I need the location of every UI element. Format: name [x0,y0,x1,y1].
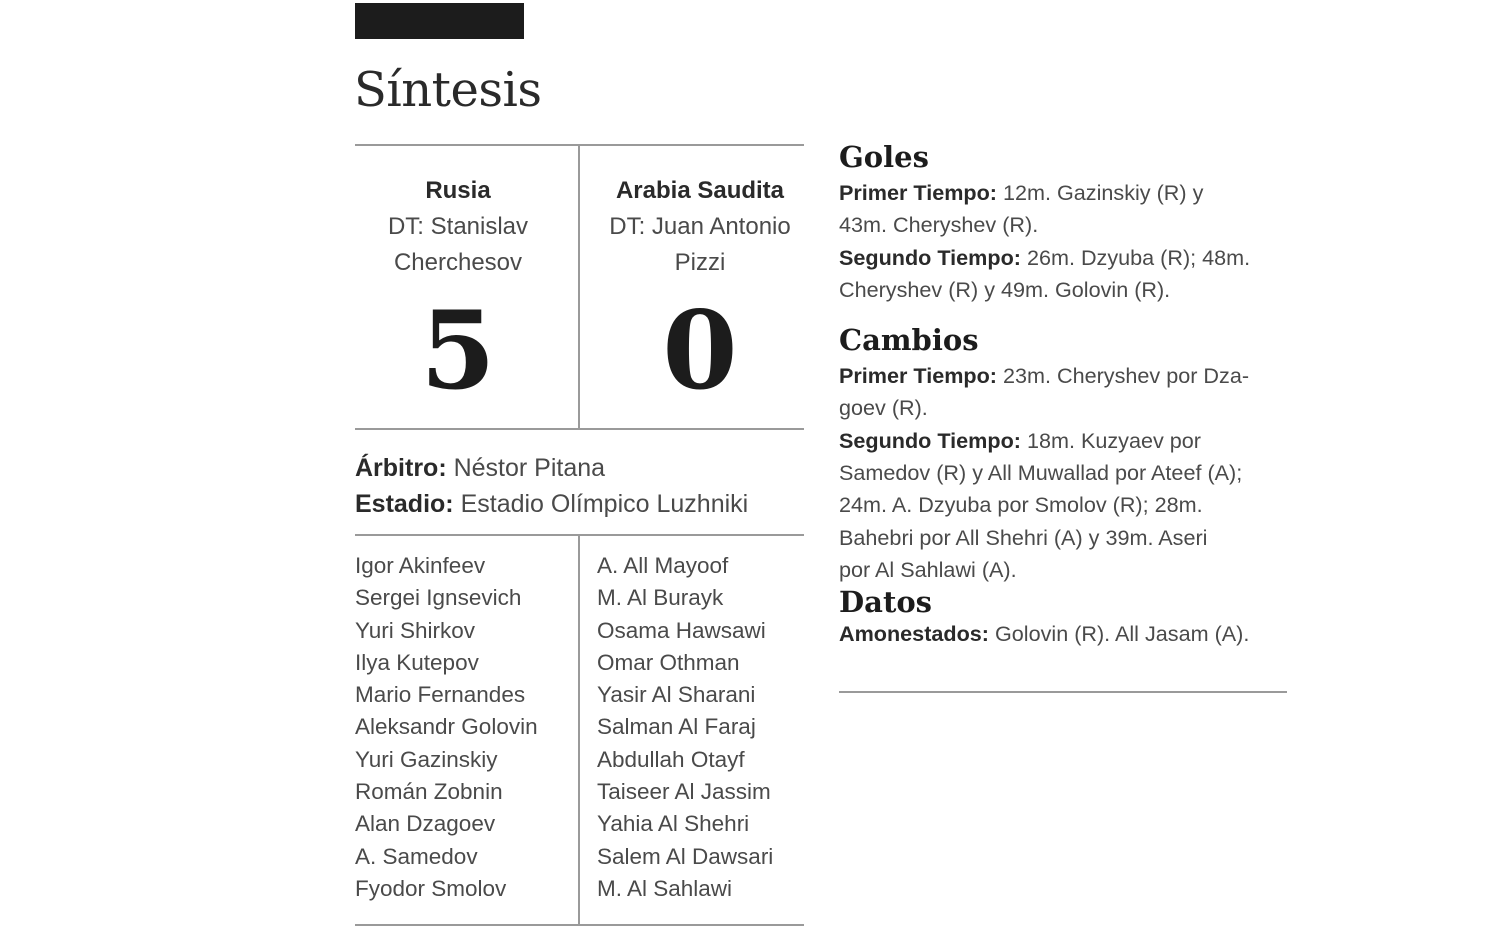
list-item: Román Zobnin [355,779,503,805]
list-item: Alan Dzagoev [355,811,496,837]
goles-second-text-2: Cheryshev (R) y 49m. Golovin (R). [839,276,1171,302]
goles-first-half [839,177,1299,242]
list-item: Mario Fernandes [355,682,526,708]
list-item: Salman Al Faraj [597,714,756,740]
home-score: 5 [420,288,496,414]
away-team [588,173,812,281]
divider-lineups [578,536,580,924]
stadium-label: Estadio: [355,490,454,518]
home-team-name: Rusia [425,177,491,204]
away-score: 0 [662,288,738,414]
cambios-first-half [839,360,1299,425]
match-details [839,137,1299,651]
home-team [346,173,570,281]
goles-second-label: Segundo Tiempo: [839,244,1021,270]
referee-value: Néstor Pitana [446,454,606,482]
list-item: Yahia Al Shehri [597,811,750,837]
away-lineup [597,550,773,905]
goles-second-half [839,242,1299,307]
list-item: Yuri Shirkov [355,617,476,643]
list-item: Salem Al Dawsari [597,843,774,869]
list-item: Taiseer Al Jassim [597,779,771,805]
goles-heading: Goles [839,140,929,174]
referee-label: Árbitro: [355,454,447,482]
datos-cautions [839,618,1299,650]
list-item: Ilya Kutepov [355,649,479,675]
away-coach-line2: Pizzi [674,249,726,276]
divider-teams [578,146,580,430]
list-item: A. Samedov [355,843,478,869]
goles-first-label: Primer Tiempo: [839,180,997,205]
home-coach-line2: Cherchesov [393,249,523,276]
page-title: Síntesis [354,62,542,118]
cambios-first-text: 23m. Cheryshev por Dza- [997,363,1250,389]
spacer [839,306,1299,320]
list-item: Igor Akinfeev [355,553,486,578]
list-item: Aleksandr Golovin [355,714,538,740]
cambios-second-text-2: Samedov (R) y All Muwallad por Ateef (A); [839,460,1243,486]
list-item: Sergei Ignsevich [355,585,522,611]
list-item: M. Al Burayk [597,585,724,611]
referee-line [355,450,605,486]
goles-first-text-2: 43m. Cheryshev (R). [839,212,1039,238]
list-item: A. All Mayoof [597,553,729,578]
divider-score-bottom [355,428,804,430]
cambios-second-text-5: por Al Sahlawi (A). [839,556,1017,582]
list-item: M. Al Sahlawi [597,875,733,901]
datos-heading: Datos [839,585,933,620]
section-header-bar [355,3,524,39]
away-coach-line1: DT: Juan Antonio [609,213,791,240]
home-coach-line1: DT: Stanislav [387,213,529,240]
list-item: Yasir Al Sharani [597,682,756,708]
home-lineup [355,550,538,905]
stadium-line [355,486,748,522]
cambios-first-text-2: goev (R). [839,395,928,421]
list-item: Fyodor Smolov [355,875,507,901]
datos-value: Golovin (R). All Jasam (A). [988,621,1250,647]
divider-details-bottom [839,691,1287,693]
away-team-name: Arabia Saudita [615,177,785,204]
cambios-heading: Cambios [839,323,979,358]
cambios-second-text-4: Bahebri por All Shehri (A) y 39m. Aseri [839,524,1208,550]
list-item: Yuri Gazinskiy [355,746,498,772]
cambios-second-half [839,425,1299,586]
datos-label: Amonestados: [839,621,989,647]
list-item: Abdullah Otayf [597,746,745,772]
stadium-value: Estadio Olímpico Luzhniki [453,490,749,518]
divider-lineups-bottom [355,924,804,926]
list-item: Omar Othman [597,649,740,675]
list-item: Osama Hawsawi [597,617,766,643]
goles-second-text: 26m. Dzyuba (R); 48m. [1020,244,1251,270]
cambios-first-label: Primer Tiempo: [839,363,997,389]
cambios-second-text-3: 24m. A. Dzyuba por Smolov (R); 28m. [839,492,1203,518]
goles-first-text: 12m. Gazinskiy (R) y [997,180,1204,205]
cambios-second-label: Segundo Tiempo: [839,427,1021,453]
cambios-second-text: 18m. Kuzyaev por [1020,427,1201,453]
